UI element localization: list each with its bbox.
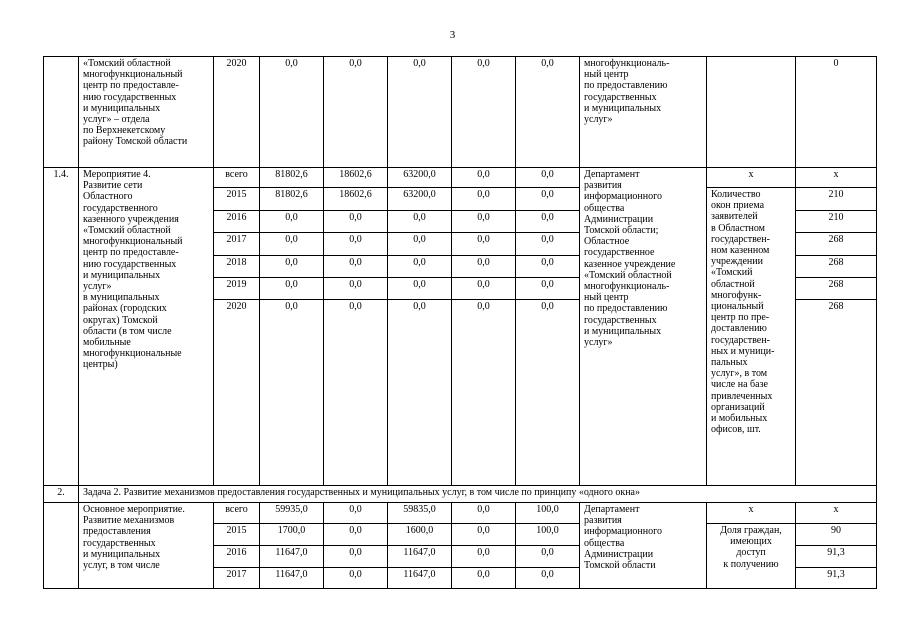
executor-cell: многофункциональ- ный центр по предоставлению государственных и муниципальных услуг» [580, 57, 707, 168]
amount-cell: 0,0 [452, 211, 516, 233]
amount-cell: 0,0 [516, 211, 580, 233]
amount-cell: 0,0 [260, 233, 324, 256]
amount-cell: 0,0 [452, 568, 516, 589]
num-cell [44, 57, 79, 168]
amount-cell: 0,0 [516, 168, 580, 188]
amount-cell: 81802,6 [260, 188, 324, 211]
amount-cell: 0,0 [452, 168, 516, 188]
indicator-value-cell: 268 [796, 233, 877, 256]
amount-cell: 18602,6 [324, 188, 388, 211]
indicator-cell [707, 57, 796, 168]
num-cell [44, 503, 79, 589]
page-number: 3 [449, 29, 456, 41]
amount-cell: 0,0 [452, 233, 516, 256]
indicator-cell: Количество окон приема заявителей в Областном государствен- ном казенном учреждении «Томский областной многофунк- циональный центр по пре- доставлению государствен- ных и муници- пальных услуг», в том числе на базе привлеченных организаций и мобильных офисов, шт. [707, 188, 796, 486]
amount-cell: 0,0 [260, 256, 324, 278]
amount-cell: 0,0 [516, 188, 580, 211]
amount-cell: 0,0 [452, 300, 516, 486]
indicator-value-cell: 268 [796, 278, 877, 300]
indicator-value-cell: 0 [796, 57, 877, 168]
year-cell: 2016 [214, 211, 260, 233]
amount-cell: 0,0 [452, 278, 516, 300]
amount-cell: 100,0 [516, 503, 580, 524]
amount-cell: 0,0 [324, 256, 388, 278]
amount-cell: 0,0 [388, 233, 452, 256]
table-row [44, 57, 877, 168]
amount-cell: 0,0 [452, 188, 516, 211]
amount-cell: 0,0 [324, 278, 388, 300]
indicator-value-cell: 91,3 [796, 568, 877, 589]
amount-cell: 1700,0 [260, 524, 324, 546]
amount-cell: 0,0 [324, 503, 388, 524]
amount-cell: 0,0 [388, 57, 452, 168]
year-cell: 2016 [214, 546, 260, 568]
amount-cell: 0,0 [324, 524, 388, 546]
amount-cell: 0,0 [516, 568, 580, 589]
measure-name-cell: «Томский областной многофункциональный центр по предоставле- нию государственных и муниципальных услуг» – отдела по Верхнекетскому району Томской области [79, 57, 214, 168]
amount-cell: 11647,0 [260, 568, 324, 589]
amount-cell: 1600,0 [388, 524, 452, 546]
indicator-cell: x [707, 503, 796, 524]
year-cell: 2015 [214, 188, 260, 211]
amount-cell: 0,0 [452, 503, 516, 524]
amount-cell: 0,0 [516, 546, 580, 568]
amount-cell: 18602,6 [324, 168, 388, 188]
amount-cell: 0,0 [324, 211, 388, 233]
amount-cell: 0,0 [516, 57, 580, 168]
year-cell: всего [214, 503, 260, 524]
measure-name-cell: Мероприятие 4. Развитие сети Областного государственного казенного учреждения «Томский областной многофункциональный центр по предоставле- нию государственных и муниципальных услуг» в муниципальных районах (городских округах) Томской области (в том числе мобильные многофункциональные центры) [79, 168, 214, 486]
year-cell: 2017 [214, 233, 260, 256]
amount-cell: 11647,0 [260, 546, 324, 568]
indicator-value-cell: 268 [796, 300, 877, 486]
amount-cell: 59835,0 [388, 503, 452, 524]
table-row [44, 503, 877, 524]
amount-cell: 63200,0 [388, 168, 452, 188]
indicator-value-cell: 210 [796, 211, 877, 233]
table-row [44, 168, 877, 188]
amount-cell: 0,0 [516, 278, 580, 300]
amount-cell: 100,0 [516, 524, 580, 546]
year-cell: 2019 [214, 278, 260, 300]
indicator-cell: x [707, 168, 796, 188]
year-cell: 2018 [214, 256, 260, 278]
amount-cell: 0,0 [516, 300, 580, 486]
indicator-value-cell: 268 [796, 256, 877, 278]
amount-cell: 0,0 [388, 211, 452, 233]
amount-cell: 0,0 [388, 300, 452, 486]
amount-cell: 0,0 [324, 568, 388, 589]
amount-cell: 0,0 [260, 211, 324, 233]
year-cell: всего [214, 168, 260, 188]
measure-name-cell: Основное мероприятие. Развитие механизмов предоставления государственных и муниципальных услуг, в том числе [79, 503, 214, 589]
amount-cell: 0,0 [324, 57, 388, 168]
indicator-value-cell: 210 [796, 188, 877, 211]
year-cell: 2015 [214, 524, 260, 546]
indicator-value-cell: x [796, 503, 877, 524]
task-heading: Задача 2. Развитие механизмов предоставления государственных и муниципальных услуг, в том числе по принципу «одного окна» [79, 486, 877, 503]
amount-cell: 0,0 [260, 300, 324, 486]
num-cell: 2. [44, 486, 79, 503]
amount-cell: 0,0 [324, 300, 388, 486]
amount-cell: 11647,0 [388, 568, 452, 589]
amount-cell: 0,0 [324, 233, 388, 256]
amount-cell: 0,0 [452, 256, 516, 278]
amount-cell: 0,0 [260, 278, 324, 300]
num-cell: 1.4. [44, 168, 79, 486]
amount-cell: 0,0 [452, 524, 516, 546]
amount-cell: 0,0 [516, 233, 580, 256]
amount-cell: 81802,6 [260, 168, 324, 188]
indicator-value-cell: 91,3 [796, 546, 877, 568]
amount-cell: 0,0 [260, 57, 324, 168]
executor-cell: Департамент развития информационного общества Администрации Томской области; Областное государственное казенное учреждение «Томский областной многофункциональ- ный центр по предоставлению государственных и муниципальных услуг» [580, 168, 707, 486]
amount-cell: 63200,0 [388, 188, 452, 211]
amount-cell: 0,0 [388, 256, 452, 278]
table-row [44, 486, 877, 503]
program-table [43, 56, 877, 589]
amount-cell: 0,0 [324, 546, 388, 568]
indicator-cell: Доля граждан, имеющих доступ к получению [707, 524, 796, 589]
indicator-value-cell: 90 [796, 524, 877, 546]
amount-cell: 0,0 [452, 57, 516, 168]
amount-cell: 0,0 [516, 256, 580, 278]
year-cell: 2020 [214, 300, 260, 486]
amount-cell: 11647,0 [388, 546, 452, 568]
year-cell: 2017 [214, 568, 260, 589]
year-cell: 2020 [214, 57, 260, 168]
amount-cell: 0,0 [452, 546, 516, 568]
executor-cell: Департамент развития информационного общества Администрации Томской области [580, 503, 707, 589]
indicator-value-cell: x [796, 168, 877, 188]
amount-cell: 59935,0 [260, 503, 324, 524]
amount-cell: 0,0 [388, 278, 452, 300]
